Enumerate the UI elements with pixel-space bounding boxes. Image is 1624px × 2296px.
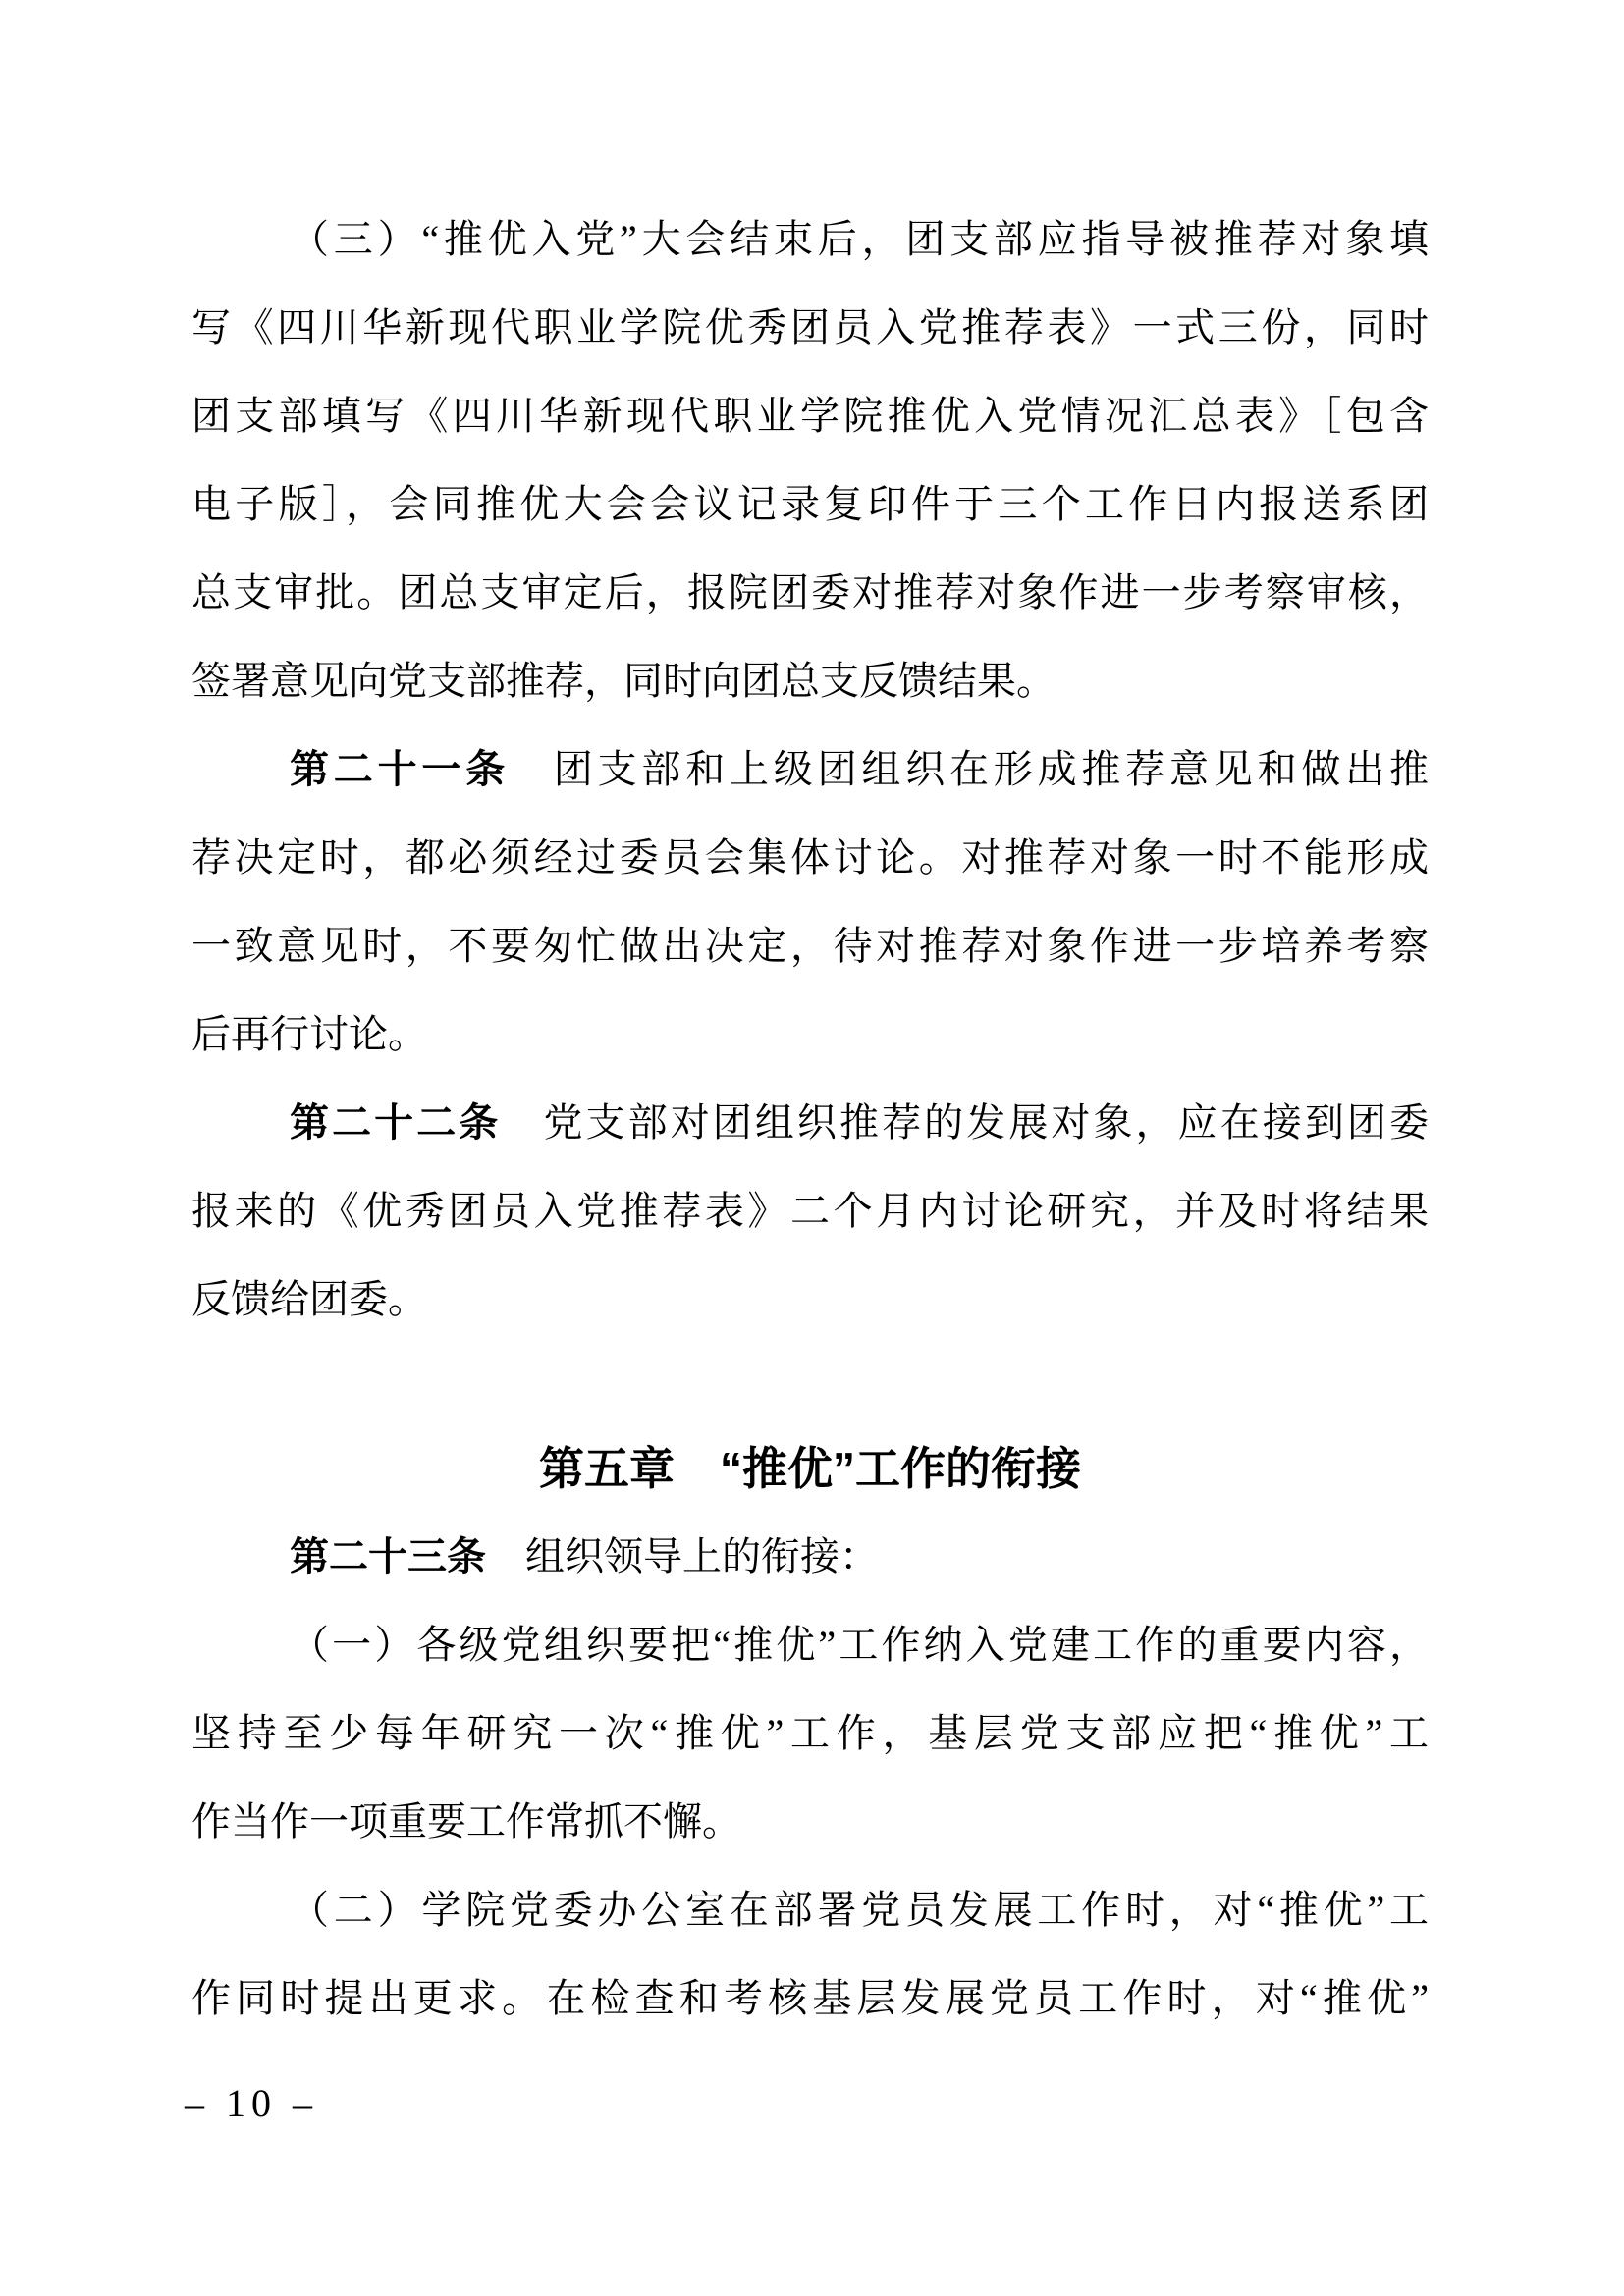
- text-segment: 党支部对团组织推荐的发展对象，应在接到团委: [501, 1100, 1429, 1145]
- text-segment: 团支部和上级团组织在形成推荐意见和做出推: [510, 747, 1429, 791]
- text-segment: 一致意见时，不要匆忙做出决定，待对推荐对象作进一步培养考察: [191, 924, 1429, 968]
- text-line: [191, 902, 1429, 990]
- text-line: [191, 1255, 1429, 1344]
- text-segment: 总支审批。团总支审定后，报院团委对推荐对象作进一步考察审核，: [191, 570, 1429, 614]
- article-number-segment: 第二十二条: [290, 1101, 502, 1145]
- text-segment: 荐决定时，都必须经过委员会集体讨论。对推荐对象一时不能形成: [191, 835, 1429, 880]
- text-line: [191, 725, 1429, 814]
- chapter-heading: [191, 1424, 1429, 1513]
- text-line: [191, 1778, 1429, 1866]
- text-line: [191, 1866, 1429, 1954]
- text-line: [191, 1689, 1429, 1778]
- text-line: [191, 460, 1429, 549]
- article-number-segment: 第二十一条: [290, 748, 510, 791]
- text-line: [191, 549, 1429, 637]
- text-segment: 团支部填写《四川华新现代职业学院推优入党情况汇总表》［包含: [191, 394, 1429, 438]
- text-line: [191, 637, 1429, 725]
- text-line: [191, 372, 1429, 460]
- text-line: [191, 1513, 1429, 1601]
- text-line: [191, 1167, 1429, 1255]
- text-segment: 反馈给团委。: [191, 1277, 427, 1321]
- text-line: [191, 195, 1429, 284]
- article-number-segment: 第二十三条: [290, 1535, 486, 1578]
- text-line: [191, 1601, 1429, 1689]
- text-line: [191, 990, 1429, 1079]
- text-segment: 写《四川华新现代职业学院优秀团员入党推荐表》一式三份，同时: [191, 305, 1429, 349]
- text-line: [191, 814, 1429, 902]
- text-line: [191, 1954, 1429, 2043]
- text-segment: （二）学院党委办公室在部署党员发展工作时，对“推优”工: [290, 1888, 1429, 1932]
- text-segment: （一）各级党组织要把“推优”工作纳入党建工作的重要内容，: [290, 1623, 1429, 1667]
- text-segment: 作同时提出更求。在检查和考核基层发展党员工作时，对“推优”: [191, 1976, 1429, 2020]
- text-segment: 作当作一项重要工作常抓不懈。: [191, 1799, 741, 1843]
- text-segment: （三）“推优入党”大会结束后，团支部应指导被推荐对象填: [290, 217, 1429, 261]
- text-segment: 坚持至少每年研究一次“推优”工作，基层党支部应把“推优”工: [191, 1711, 1429, 1755]
- text-segment: 电子版］，会同推优大会会议记录复印件于三个工作日内报送系团: [191, 482, 1429, 526]
- text-line: [191, 284, 1429, 372]
- text-line: [191, 1079, 1429, 1167]
- text-segment: 组织领导上的衔接：: [486, 1534, 879, 1578]
- document-body: [191, 195, 1429, 2043]
- text-segment: 后再行讨论。: [191, 1012, 427, 1056]
- article-number-segment: 第五章 “推优”工作的衔接: [539, 1443, 1081, 1494]
- text-segment: 报来的《优秀团员入党推荐表》二个月内讨论研究，并及时将结果: [191, 1189, 1429, 1233]
- page-number: – 10 –: [185, 2081, 318, 2125]
- text-segment: 签署意见向党支部推荐，同时向团总支反馈结果。: [191, 659, 1056, 703]
